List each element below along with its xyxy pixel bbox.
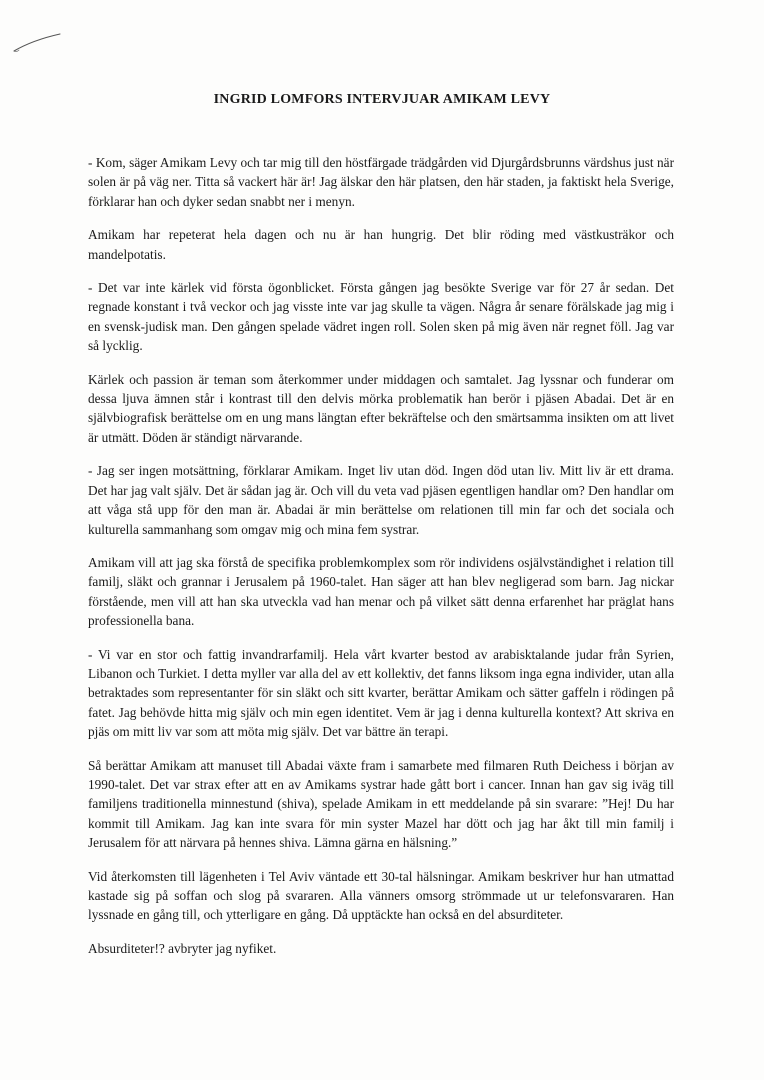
paragraph: Kärlek och passion är teman som återkommer under middagen och samtalet. Jag lyssnar och funderar om dessa ljuva ämnen står i kontrast till den delvis mörka problematik han berör i pjäsen Abadai. Det är en självbiografisk berättelse om en ung mans längtan efter bekräftelse och den smärtsamma insikten om att livet är utmätt. Döden är ständigt närvarande. [88, 371, 674, 445]
article-body [88, 153, 674, 972]
paragraph: - Det var inte kärlek vid första ögonblicket. Första gången jag besökte Sverige var för 27 år sedan. Det regnade konstant i två veckor och jag visste inte var jag skulle ta vägen. Några år senare förälskade jag mig i en svensk-judisk man. Den gången spelade vädret ingen roll. Solen sken på mig även när regnet föll. Jag var så lycklig. [88, 280, 674, 354]
paragraph: - Jag ser ingen motsättning, förklarar Amikam. Inget liv utan död. Ingen död utan liv. Mitt liv är ett drama. Det har jag valt själv. Det är sådan jag är. Och vill du veta vad pjäsen egentligen handlar om? Den handlar om att våga stå upp för den man är. Abadai är min berättelse om relationen till min far och det sociala och kulturella sammanhang som omgav mig och mina fem systrar. [88, 463, 674, 537]
paragraph: Absurditeter!? avbryter jag nyfiket. [88, 940, 277, 956]
pen-stroke-mark [12, 30, 64, 54]
paragraph: Vid återkomsten till lägenheten i Tel Aviv väntade ett 30-tal hälsningar. Amikam beskriver hur han utmattad kastade sig på soffan och slog på svararen. Alla vänners omsorg strömmade ut ur telefonsvararen. Han lyssnade en gång till, och ytterligare en gång. Då upptäckte han också en del absurditeter. [88, 868, 674, 923]
paragraph: Amikam har repeterat hela dagen och nu är han hungrig. Det blir röding med västkusträkor och mandelpotatis. [88, 227, 674, 262]
paragraph: - Vi var en stor och fattig invandrarfamilj. Hela vårt kvarter bestod av arabisktalande judar från Syrien, Libanon och Turkiet. I detta myller var alla del av ett kollektiv, det fanns liksom inga egna individer, utan alla betraktades som representanter för sin släkt och sitt kvarter, berättar Amikam och sätter gaffeln i rödingen på fatet. Jag behövde hitta mig själv och min egen identitet. Vem är jag i denna kulturella kontext? Att skriva en pjäs om mitt liv var som att möta mig själv. Det var bättre än terapi. [88, 646, 674, 740]
paragraph: Amikam vill att jag ska förstå de specifika problemkomplex som rör individens osjälvständighet i relation till familj, släkt och grannar i Jerusalem på 1960-talet. Han säger att han blev negligerad som barn. Jag nickar förstående, men vill att han ska utveckla vad han menar och på vilket sätt denna erfarenhet har präglat hans professionella bana. [88, 554, 674, 629]
document-title: INGRID LOMFORS INTERVJUAR AMIKAM LEVY [213, 92, 551, 107]
paragraph: - Kom, säger Amikam Levy och tar mig till den höstfärgade trädgården vid Djurgårdsbrunns värdshus just när solen är på väg ner. Titta så vackert här är! Jag älskar den här platsen, den här staden, ja faktiskt hela Sverige, förklarar han och dyker sedan snabbt ner i menyn. [88, 155, 674, 209]
paragraph: Så berättar Amikam att manuset till Abadai växte fram i samarbete med filmaren Ruth Deichess i början av 1990-talet. Det var strax efter att en av Amikams systrar hade gått bort i cancer. Innan han gav sig iväg till familjens traditionella minnestund (shiva), spelade Amikam in ett meddelande på sin svarare: ”Hej! Du har kommit till Amikam. Jag kan inte svara för min syster Mazel har dött och jag har åkt till min familj i Jerusalem för att närvara på hennes shiva. Lämna gärna en hälsning.” [88, 757, 674, 851]
